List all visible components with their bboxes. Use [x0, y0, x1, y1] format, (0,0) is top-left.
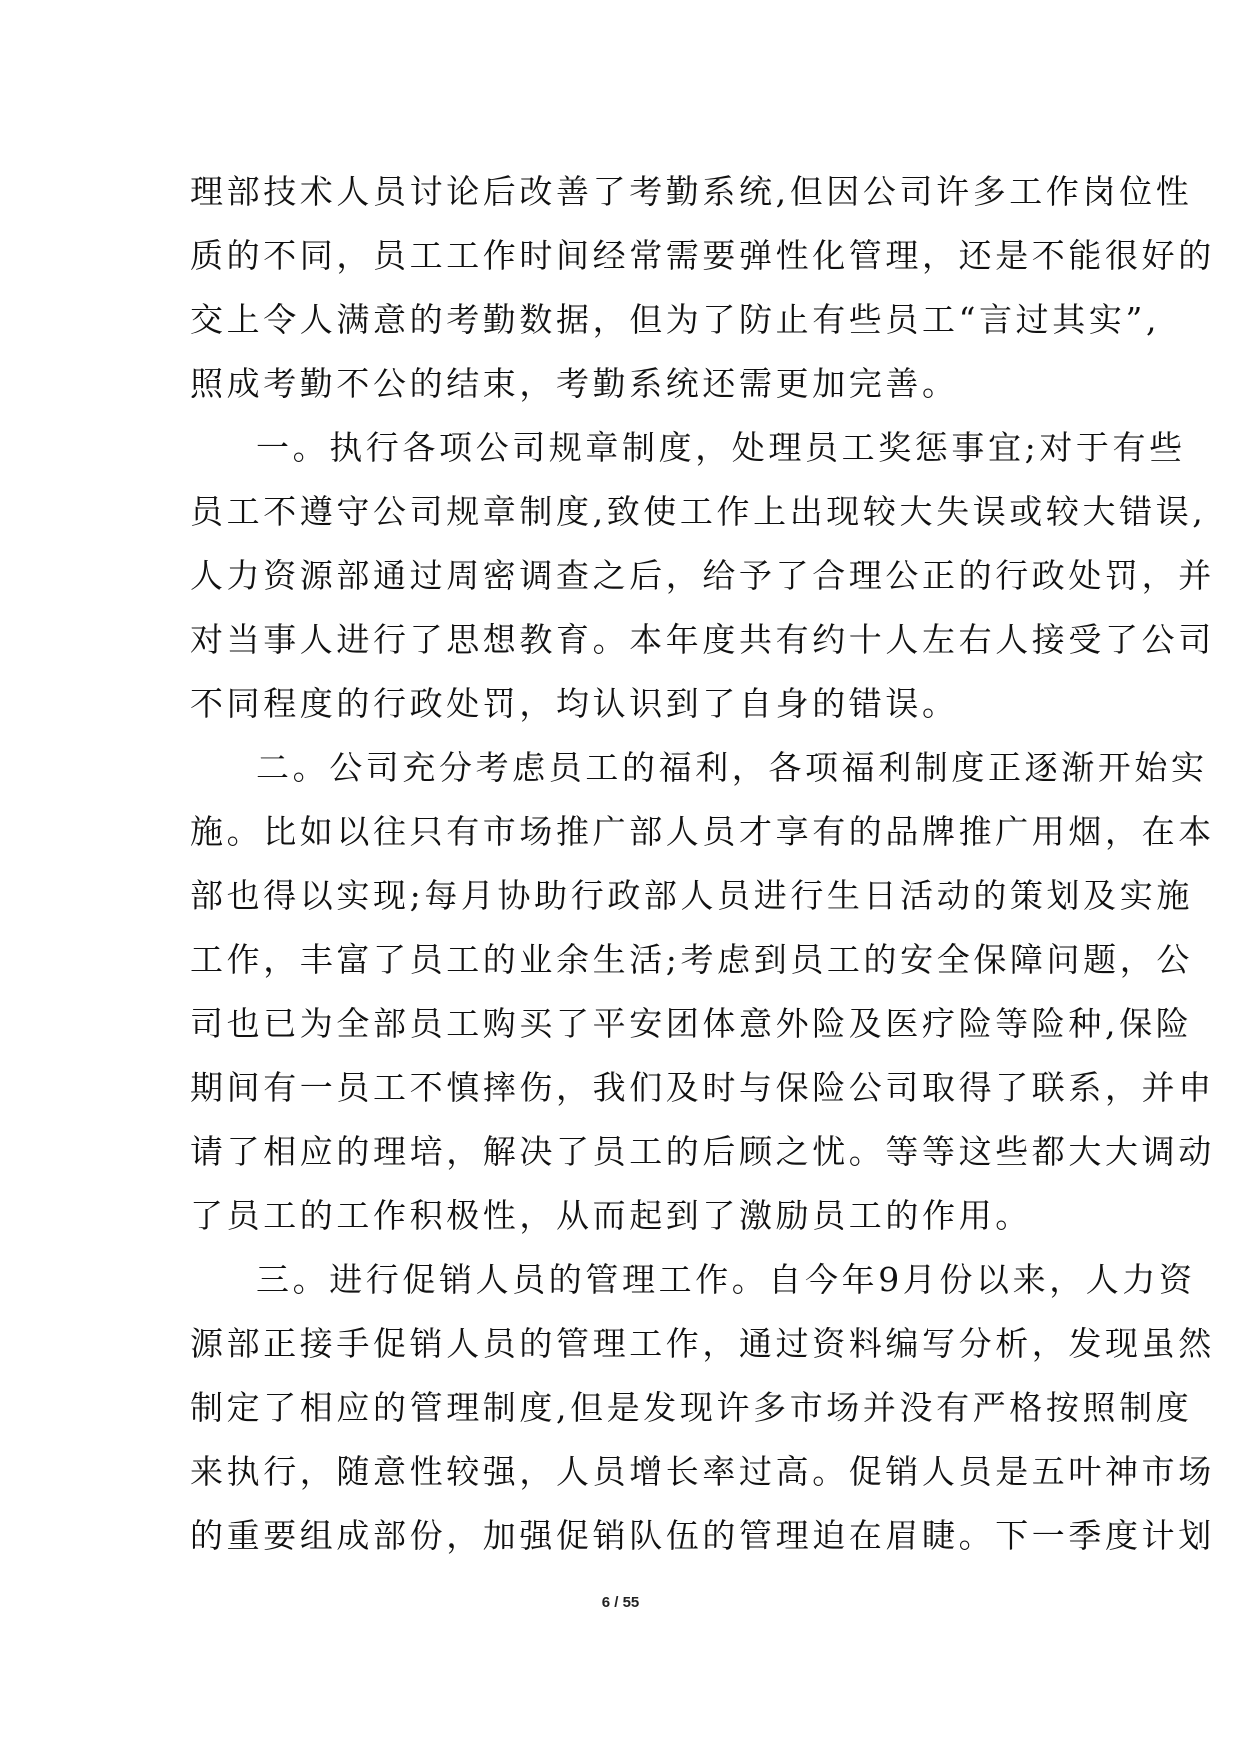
text-line: 理部技术人员讨论后改善了考勤系统,但因公司许多工作岗位性 [190, 172, 1193, 211]
text-line: 照成考勤不公的结束，考勤系统还需更加完善。 [190, 364, 959, 403]
paragraph-start-line: 三。进行促销人员的管理工作。自今年9月份以来，人力资 [256, 1260, 1196, 1299]
page-number: 6 / 55 [601, 1594, 640, 1611]
text-line: 质的不同，员工工作时间经常需要弹性化管理，还是不能很好的 [190, 236, 1215, 275]
text-line: 来执行，随意性较强，人员增长率过高。促销人员是五叶神市场 [190, 1452, 1215, 1491]
text-line: 人力资源部通过周密调查之后，给予了合理公正的行政处罚，并 [190, 556, 1215, 595]
text-line: 交上令人满意的考勤数据，但为了防止有些员工“言过其实”, [190, 300, 1161, 339]
text-line: 的重要组成部份，加强促销队伍的管理迫在眉睫。下一季度计划 [190, 1516, 1215, 1555]
text-line: 制定了相应的管理制度,但是发现许多市场并没有严格按照制度 [190, 1388, 1193, 1427]
paragraph-start-line: 一。执行各项公司规章制度，处理员工奖惩事宜;对于有些 [256, 428, 1186, 467]
paragraph-start-line: 二。公司充分考虑员工的福利，各项福利制度正逐渐开始实 [256, 748, 1208, 787]
text-line: 了员工的工作积极性，从而起到了激励员工的作用。 [190, 1196, 1032, 1235]
text-line: 源部正接手促销人员的管理工作，通过资料编写分析，发现虽然 [190, 1324, 1215, 1363]
body-text [190, 160, 1215, 1568]
text-line: 工作，丰富了员工的业余生活;考虑到员工的安全保障问题，公 [190, 940, 1193, 979]
text-line: 施。比如以往只有市场推广部人员才享有的品牌推广用烟，在本 [190, 812, 1215, 851]
text-line: 员工不遵守公司规章制度,致使工作上出现较大失误或较大错误, [190, 492, 1207, 531]
text-line: 期间有一员工不慎摔伤，我们及时与保险公司取得了联系，并申 [190, 1068, 1215, 1107]
text-line: 不同程度的行政处罚，均认识到了自身的错误。 [190, 684, 959, 723]
text-line: 部也得以实现;每月协助行政部人员进行生日活动的策划及实施 [190, 876, 1193, 915]
text-line: 对当事人进行了思想教育。本年度共有约十人左右人接受了公司 [190, 620, 1215, 659]
text-line: 司也已为全部员工购买了平安团体意外险及医疗险等险种,保险 [190, 1004, 1193, 1043]
text-line: 请了相应的理培，解决了员工的后顾之忧。等等这些都大大调动 [190, 1132, 1215, 1171]
